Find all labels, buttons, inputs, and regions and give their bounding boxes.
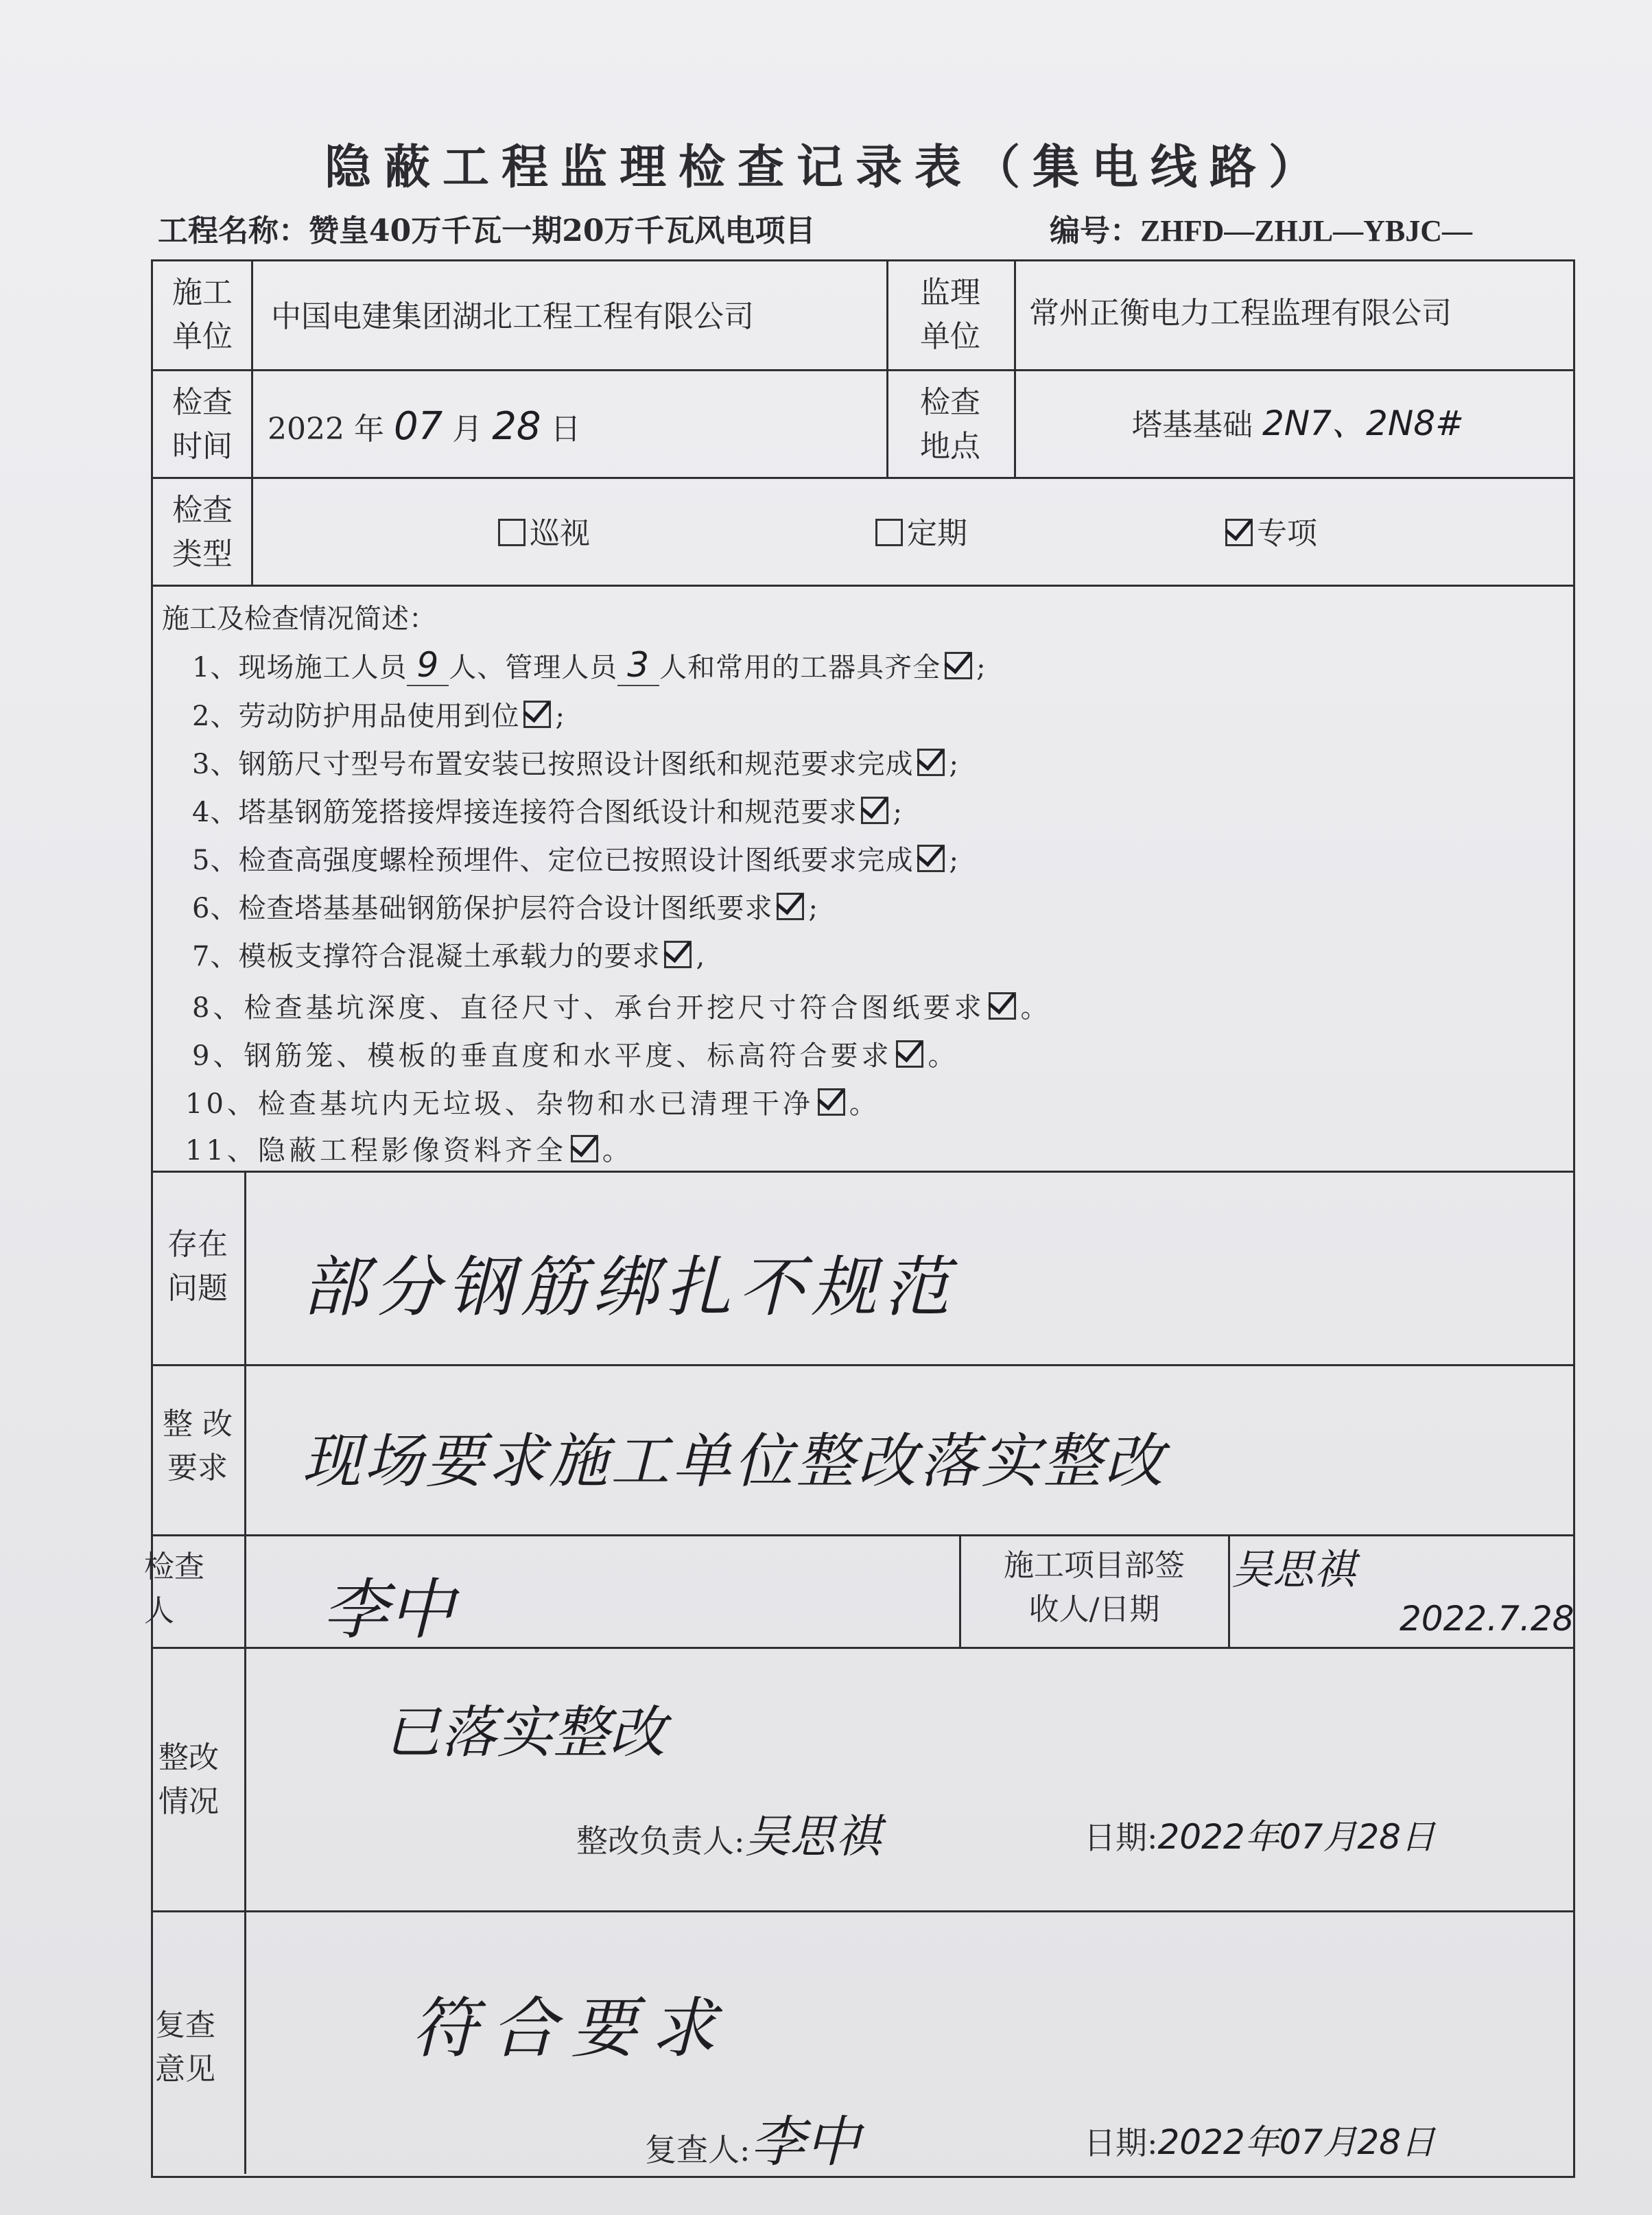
requirements-handwritten: 现场要求施工单位整改落实整改 xyxy=(302,1427,1166,1496)
description-title: 施工及检查情况简述： xyxy=(162,603,436,635)
reviewer-line xyxy=(645,2110,860,2174)
type-special-label: 专项 xyxy=(1257,516,1317,551)
signer-date: 2022.7.28 xyxy=(1400,1599,1574,1639)
requirements-label: 整 改 要求 xyxy=(163,1407,233,1486)
item-punct: 。 xyxy=(602,1135,633,1167)
sign-label: 施工项目部签 收人/日期 xyxy=(1004,1548,1185,1627)
form-table xyxy=(151,259,1575,2178)
check-date xyxy=(268,405,581,452)
rectify-person-signature: 吴思祺 xyxy=(744,1810,881,1863)
item-checkbox[interactable] xyxy=(989,992,1016,1020)
item-checkbox[interactable] xyxy=(664,941,692,968)
checkbox-regular[interactable] xyxy=(875,519,903,546)
type-special[interactable] xyxy=(1221,512,1317,556)
item-checkbox[interactable] xyxy=(523,701,551,728)
item-punct: ; xyxy=(893,797,903,828)
item-text: 8、检查基坑深度、直径尺寸、承台开挖尺寸符合图纸要求 xyxy=(192,992,985,1024)
checklist-item xyxy=(192,790,903,830)
rectify-label: 整改 情况 xyxy=(158,1740,219,1819)
type-regular[interactable] xyxy=(871,512,967,556)
col-divider xyxy=(886,259,888,477)
issues-label: 存在 问题 xyxy=(167,1227,228,1306)
row-divider xyxy=(151,477,1573,479)
checkbox-special[interactable] xyxy=(1225,519,1253,546)
item-text: 5、检查高强度螺栓预埋件、定位已按照设计图纸要求完成 xyxy=(192,845,914,876)
form-title: 隐蔽工程监理检查记录表（集电线路） xyxy=(324,140,1328,195)
check-place-label: 检查 地点 xyxy=(920,385,980,464)
item-text: 1、现场施工人员 xyxy=(192,652,408,683)
row-divider xyxy=(151,1364,1573,1366)
issues-handwritten: 部分钢筋绑扎不规范 xyxy=(302,1249,956,1326)
item-text: 10、检查基坑内无垃圾、杂物和水已清理干净 xyxy=(185,1088,814,1120)
serial-number: 编号：ZHFD—ZHJL—YBJC— xyxy=(1050,214,1473,248)
item-checkbox[interactable] xyxy=(917,749,945,776)
item-punct: ; xyxy=(949,749,959,780)
date-month-unit: 月 xyxy=(452,412,483,447)
item-punct: ; xyxy=(949,845,959,876)
row-divider xyxy=(151,1171,1573,1173)
item-text: 2、劳动防护用品使用到位 xyxy=(192,701,520,732)
checklist-item xyxy=(185,1129,633,1168)
checklist-item xyxy=(192,645,987,685)
item-punct: ; xyxy=(555,701,565,732)
review-handwritten: 符合要求 xyxy=(412,1990,730,2067)
place-handwritten: 2N7、2N8# xyxy=(1262,403,1464,443)
rectify-person-label: 整改负责人: xyxy=(576,1823,745,1860)
col-divider xyxy=(244,1171,246,2174)
check-type-label: 检查 类型 xyxy=(172,493,233,572)
item-text-post: 人和常用的工器具齐全 xyxy=(659,652,941,683)
supervisor-name: 常州正衡电力工程监理有限公司 xyxy=(1029,296,1452,331)
type-regular-label: 定期 xyxy=(907,516,967,551)
review-date-line xyxy=(1084,2120,1435,2165)
item-text: 4、塔基钢筋笼搭接焊接连接符合图纸设计和规范要求 xyxy=(192,797,858,828)
row-divider xyxy=(151,1534,1573,1536)
type-patrol[interactable] xyxy=(494,512,590,556)
col-divider xyxy=(1014,259,1016,477)
rectify-date-label: 日期: xyxy=(1084,1819,1158,1856)
rectify-person-line xyxy=(576,1810,881,1863)
checklist-item xyxy=(192,935,705,974)
item-checkbox[interactable] xyxy=(917,845,945,872)
rectify-date-line xyxy=(1084,1815,1435,1860)
reviewer-signature: 李中 xyxy=(750,2110,860,2174)
reviewer-label: 复查人: xyxy=(645,2131,751,2168)
col-divider xyxy=(1228,1534,1230,1647)
type-patrol-label: 巡视 xyxy=(530,516,590,551)
check-place xyxy=(1132,401,1464,447)
row-divider xyxy=(151,369,1573,371)
checklist-item xyxy=(192,986,1051,1025)
constructor-label: 施工 单位 xyxy=(172,275,233,354)
item-punct: 。 xyxy=(849,1088,880,1120)
staff-count-handwritten: 9 xyxy=(407,645,449,686)
checklist-item xyxy=(192,694,565,734)
date-day-unit: 日 xyxy=(550,412,581,447)
date-year: 2022 年 xyxy=(268,412,384,447)
checkbox-patrol[interactable] xyxy=(498,519,526,546)
checklist-item xyxy=(192,839,959,878)
supervisor-label: 监理 单位 xyxy=(920,275,980,354)
item-punct: ; xyxy=(808,893,818,924)
review-label: 复查 意见 xyxy=(155,2008,215,2087)
row-divider xyxy=(151,585,1573,587)
item-text: 9、钢筋笼、模板的垂直度和水平度、标高符合要求 xyxy=(192,1040,893,1072)
signer-signature: 吴思祺 xyxy=(1231,1546,1355,1594)
date-month-handwritten: 07 xyxy=(393,404,443,449)
item-checkbox[interactable] xyxy=(861,797,888,824)
rectify-handwritten: 已落实整改 xyxy=(384,1700,665,1766)
constructor-name: 中国电建集团湖北工程工程有限公司 xyxy=(271,299,754,334)
item-punct: , xyxy=(696,941,706,972)
project-name: 工程名称：赞皇40万千瓦一期20万千瓦风电项目 xyxy=(158,213,816,248)
item-checkbox[interactable] xyxy=(896,1040,923,1068)
checklist-item xyxy=(185,1082,880,1121)
check-time-label: 检查 时间 xyxy=(172,385,233,464)
date-day-handwritten: 28 xyxy=(492,404,541,449)
rectify-date: 2022年07月28日 xyxy=(1157,1817,1435,1857)
item-checkbox[interactable] xyxy=(571,1135,598,1162)
item-punct: ; xyxy=(976,652,987,683)
inspector-label: 检查 人 xyxy=(144,1549,204,1628)
item-checkbox[interactable] xyxy=(945,652,972,679)
item-text-mid: 人、管理人员 xyxy=(449,652,618,683)
review-date: 2022年07月28日 xyxy=(1157,2122,1435,2162)
place-printed: 塔基基础 xyxy=(1132,408,1253,443)
header-line xyxy=(158,206,1502,254)
item-text: 7、模板支撑符合混凝土承载力的要求 xyxy=(192,941,661,972)
manager-count-handwritten: 3 xyxy=(617,645,659,686)
checklist-item xyxy=(192,1034,958,1073)
col-divider xyxy=(959,1534,961,1647)
checklist-item xyxy=(192,742,959,782)
col-divider xyxy=(251,259,253,585)
item-checkbox[interactable] xyxy=(818,1088,845,1116)
checklist-item xyxy=(192,887,818,926)
item-punct: 。 xyxy=(1020,992,1052,1024)
row-divider xyxy=(151,1910,1573,1912)
inspector-signature: 李中 xyxy=(322,1571,454,1648)
item-text: 3、钢筋尺寸型号布置安装已按照设计图纸和规范要求完成 xyxy=(192,749,914,780)
item-checkbox[interactable] xyxy=(777,893,804,920)
review-date-label: 日期: xyxy=(1084,2124,1158,2161)
item-punct: 。 xyxy=(928,1040,959,1072)
item-text: 6、检查塔基基础钢筋保护层符合设计图纸要求 xyxy=(192,893,773,924)
item-text: 11、隐蔽工程影像资料齐全 xyxy=(185,1135,567,1167)
